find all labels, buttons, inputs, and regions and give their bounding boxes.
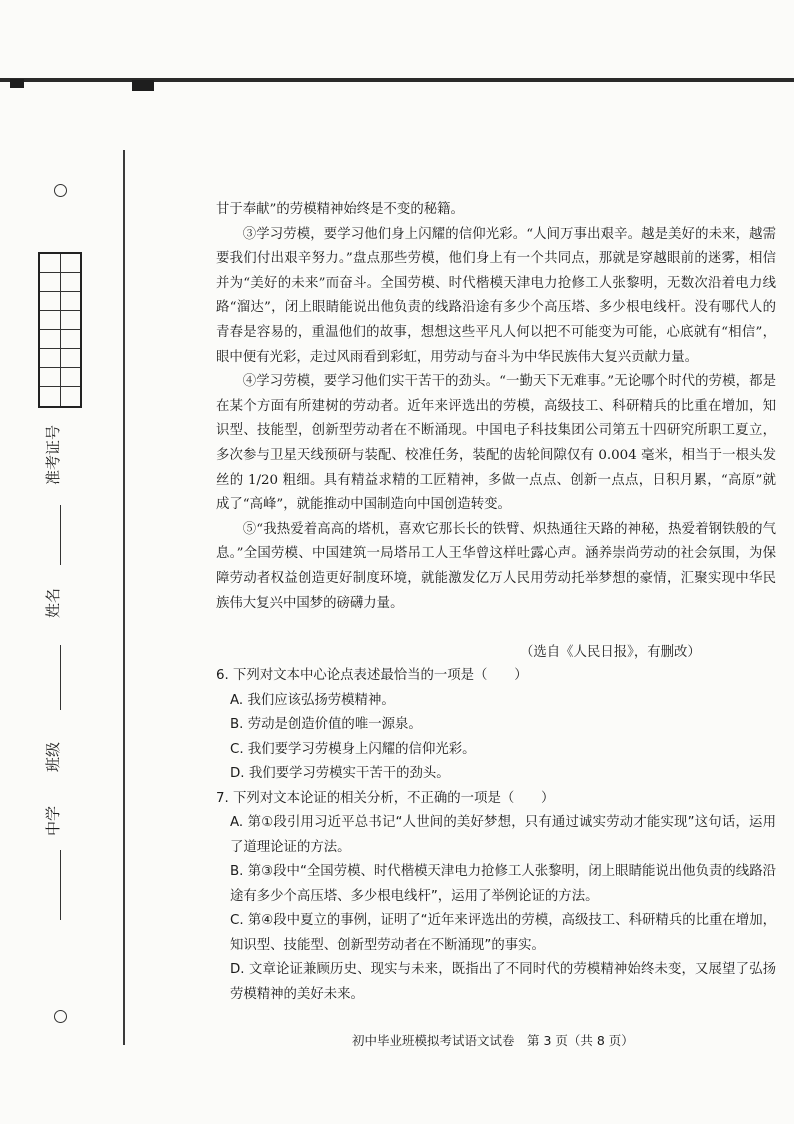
question-7-option-b[interactable]: B. 第③段中“全国劳模、时代楷模天津电力抢修工人张黎明，闭上眼睛能说出他负责的线路沿途有多少个高压塔、多少根电线杆”，运用了举例论证的方法。	[230, 864, 776, 904]
binding-hole-top	[54, 184, 67, 197]
question-7-option-d[interactable]: D. 文章论证兼顾历史、现实与未来，既指出了不同时代的劳模精神始终未变，又展望了弘扬劳模精神的美好未来。	[230, 962, 776, 1002]
passage-paragraph-continued: 甘于奉献”的劳模精神始终是不变的秘籍。	[216, 202, 464, 217]
binding-hole-bottom	[54, 1010, 67, 1023]
question-6-stem: 6. 下列对文本中心论点表述最恰当的一项是（ ）	[216, 668, 528, 683]
page-footer: 初中毕业班模拟考试语文试卷 第 3 页（共 8 页）	[352, 1033, 634, 1048]
question-7-option-a[interactable]: A. 第①段引用习近平总书记“人世间的美好梦想，只有通过诚实劳动才能实现”这句话，运用了道理论证的方法。	[230, 815, 776, 855]
school-field-line[interactable]	[60, 850, 61, 920]
passage	[216, 198, 776, 616]
registration-mark-right	[132, 80, 154, 91]
top-rule	[0, 78, 794, 82]
question-6-option-c[interactable]: C. 我们要学习劳模身上闪耀的信仰光彩。	[230, 742, 476, 757]
question-6-option-a[interactable]: A. 我们应该弘扬劳模精神。	[230, 693, 395, 708]
registration-mark-left	[10, 79, 24, 88]
passage-source: （选自《人民日报》，有删改）	[520, 645, 701, 660]
class-field-line[interactable]	[60, 645, 61, 710]
passage-paragraph-4: ④学习劳模，要学习他们实干苦干的劲头。“一勤天下无难事。”无论哪个时代的劳模，都是在某个方面有所建树的劳动者。近年来评选出的劳模，高级技工、科研精兵的比重在增加，知识型、技能型，创新型劳动者在不断涌现。中国电子科技集团公司第五十四研究所职工夏立，多次参与卫星天线预研与装配、校准任务，装配的齿轮间隙仅有 0.004 毫米，相当于一根头发丝的 1/20 粗细。具有精益求精的工匠精神，多做一点点、创新一点点，日积月累，“高原”就成了“高峰”，就能推动中国制造向中国创造转变。	[216, 374, 776, 513]
name-label: 姓名	[44, 587, 62, 618]
passage-paragraph-5: ⑤“我热爱着高高的塔机，喜欢它那长长的铁臂、炽热通往天路的神秘，热爱着钢铁般的气息。”全国劳模、中国建筑一局塔吊工人王华曾这样吐露心声。涵养崇尚劳动的社会氛围，为保障劳动者权益创造更好制度环境，就能激发亿万人民用劳动托举梦想的豪情，汇聚实现中华民族伟大复兴中国梦的磅礴力量。	[216, 521, 776, 611]
question-7-option-c[interactable]: C. 第④段中夏立的事例，证明了“近年来评选出的劳模，高级技工、科研精兵的比重在增加，知识型、技能型、创新型劳动者在不断涌现”的事实。	[230, 913, 776, 953]
exam-id-label: 准考证号	[44, 424, 62, 485]
name-field-line[interactable]	[60, 505, 61, 565]
exam-id-grid	[38, 252, 82, 408]
question-6-option-b[interactable]: B. 劳动是创造价值的唯一源泉。	[230, 717, 422, 732]
school-label: 中学	[44, 805, 62, 836]
question-7-stem: 7. 下列对文本论证的相关分析，不正确的一项是（ ）	[216, 791, 555, 806]
passage-paragraph-3: ③学习劳模，要学习他们身上闪耀的信仰光彩。“人间万事出艰辛。越是美好的未来，越需要我们付出艰辛努力。”盘点那些劳模，他们身上有一个共同点，那就是穿越眼前的迷雾，相信并为“美好的未来”而奋斗。全国劳模、时代楷模天津电力抢修工人张黎明，无数次沿着电力线路“溜达”，闭上眼睛能说出他负责的线路沿途有多少个高压塔、多少根电线杆。没有哪代人的青春是容易的，重温他们的故事，想想这些平凡人何以把不可能变为可能，心底就有“相信”，眼中便有光彩，走过风雨看到彩虹，用劳动与奋斗为中华民族伟大复兴贡献力量。	[216, 226, 776, 365]
binding-line	[123, 150, 125, 1045]
class-label: 班级	[44, 741, 62, 772]
question-6-option-d[interactable]: D. 我们要学习劳模实干苦干的劲头。	[230, 766, 450, 781]
